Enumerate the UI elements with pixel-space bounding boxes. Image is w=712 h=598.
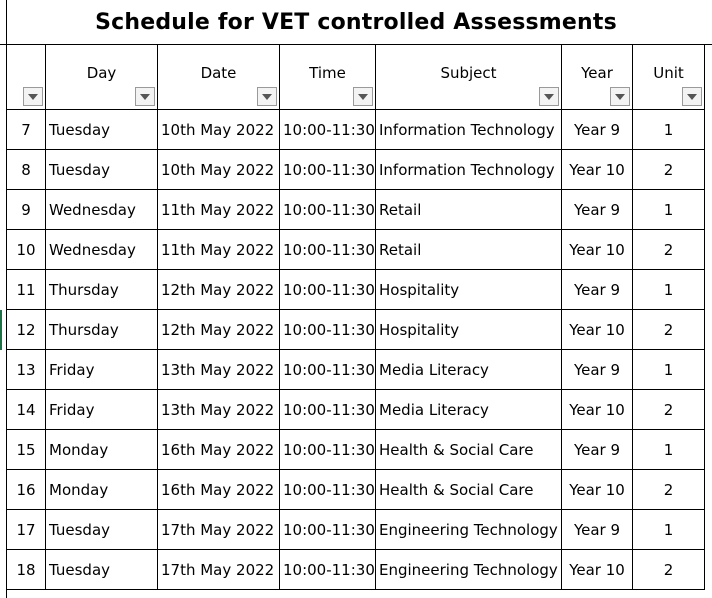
filter-dropdown-time[interactable] [353,87,373,106]
cell-subject[interactable]: Health & Social Care [376,470,562,510]
cell-year[interactable]: Year 9 [562,350,633,390]
cell-date[interactable]: 10th May 2022 [158,150,280,190]
cell-time[interactable]: 10:00-11:30 [280,110,376,150]
table-row [7,310,705,350]
header-subject [376,45,562,110]
header-time [280,45,376,110]
cell-time[interactable]: 10:00-11:30 [280,310,376,350]
header-unit [633,45,705,110]
cell-unit[interactable]: 2 [633,470,705,510]
cell-num[interactable]: 7 [7,110,46,150]
header-day-label: Day [86,64,117,82]
cell-time[interactable]: 10:00-11:30 [280,430,376,470]
filter-dropdown-day[interactable] [135,87,155,106]
chevron-down-icon [687,94,697,100]
cell-num[interactable]: 12 [7,310,46,350]
header-year-label: Year [581,64,613,82]
cell-num[interactable]: 16 [7,470,46,510]
cell-day[interactable]: Thursday [46,270,158,310]
cell-subject[interactable]: Media Literacy [376,390,562,430]
cell-unit[interactable]: 1 [633,190,705,230]
cell-year[interactable]: Year 10 [562,550,633,590]
cell-year[interactable]: Year 9 [562,110,633,150]
cell-unit[interactable]: 1 [633,270,705,310]
cell-subject[interactable]: Information Technology [376,150,562,190]
cell-num[interactable]: 11 [7,270,46,310]
header-year [562,45,633,110]
cell-year[interactable]: Year 10 [562,470,633,510]
cell-day[interactable]: Friday [46,390,158,430]
header-row [7,45,705,110]
table-row [7,430,705,470]
cell-year[interactable]: Year 9 [562,190,633,230]
cell-year[interactable]: Year 9 [562,430,633,470]
cell-year[interactable]: Year 10 [562,150,633,190]
cell-num[interactable]: 13 [7,350,46,390]
header-num [7,45,46,110]
chevron-down-icon [544,94,554,100]
table-row [7,350,705,390]
cell-date[interactable]: 13th May 2022 [158,350,280,390]
table-row [7,110,705,150]
filter-dropdown-subject[interactable] [539,87,559,106]
cell-date[interactable]: 17th May 2022 [158,550,280,590]
cell-unit[interactable]: 2 [633,150,705,190]
cell-day[interactable]: Monday [46,470,158,510]
cell-time[interactable]: 10:00-11:30 [280,350,376,390]
cell-subject[interactable]: Retail [376,190,562,230]
cell-time[interactable]: 10:00-11:30 [280,190,376,230]
cell-subject[interactable]: Engineering Technology [376,550,562,590]
cell-subject[interactable]: Hospitality [376,310,562,350]
cell-subject[interactable]: Hospitality [376,270,562,310]
table-row [7,230,705,270]
table-row [7,470,705,510]
table-row [7,510,705,550]
cell-time[interactable]: 10:00-11:30 [280,270,376,310]
cell-day[interactable]: Thursday [46,310,158,350]
header-subject-label: Subject [440,64,497,82]
cell-date[interactable]: 11th May 2022 [158,190,280,230]
cell-year[interactable]: Year 10 [562,310,633,350]
cell-num[interactable]: 10 [7,230,46,270]
table-row [7,390,705,430]
cell-year[interactable]: Year 10 [562,230,633,270]
cell-day[interactable]: Tuesday [46,150,158,190]
cell-year[interactable]: Year 10 [562,390,633,430]
cell-time[interactable]: 10:00-11:30 [280,510,376,550]
cell-date[interactable]: 16th May 2022 [158,470,280,510]
chevron-down-icon [140,94,150,100]
cell-day[interactable]: Tuesday [46,510,158,550]
cell-unit[interactable]: 1 [633,350,705,390]
cell-num[interactable]: 17 [7,510,46,550]
cell-unit[interactable]: 2 [633,230,705,270]
header-time-label: Time [309,64,346,82]
cell-day[interactable]: Wednesday [46,190,158,230]
cell-day[interactable]: Tuesday [46,110,158,150]
chevron-down-icon [262,94,272,100]
table-row [7,270,705,310]
cell-unit[interactable]: 2 [633,550,705,590]
cell-date[interactable]: 13th May 2022 [158,390,280,430]
cell-subject[interactable]: Engineering Technology [376,510,562,550]
cell-unit[interactable]: 1 [633,430,705,470]
cell-unit[interactable]: 2 [633,390,705,430]
cell-subject[interactable]: Retail [376,230,562,270]
cell-day[interactable]: Wednesday [46,230,158,270]
cell-year[interactable]: Year 9 [562,510,633,550]
cell-num[interactable]: 8 [7,150,46,190]
filter-dropdown-date[interactable] [257,87,277,106]
cell-time[interactable]: 10:00-11:30 [280,390,376,430]
cell-date[interactable]: 12th May 2022 [158,270,280,310]
cell-time[interactable]: 10:00-11:30 [280,550,376,590]
filter-dropdown-num[interactable] [23,87,43,106]
cell-subject[interactable]: Health & Social Care [376,430,562,470]
cell-date[interactable]: 16th May 2022 [158,430,280,470]
cell-date[interactable]: 17th May 2022 [158,510,280,550]
cell-num[interactable]: 15 [7,430,46,470]
cell-subject[interactable]: Information Technology [376,110,562,150]
header-date-label: Date [200,64,237,82]
cell-subject[interactable]: Media Literacy [376,350,562,390]
chevron-down-icon [358,94,368,100]
filter-dropdown-year[interactable] [610,87,630,106]
cell-day[interactable]: Tuesday [46,550,158,590]
cell-num[interactable]: 9 [7,190,46,230]
table-row [7,550,705,590]
schedule-table [6,44,705,590]
cell-unit[interactable]: 1 [633,510,705,550]
filter-dropdown-unit[interactable] [682,87,702,106]
chevron-down-icon [615,94,625,100]
cell-date[interactable]: 12th May 2022 [158,310,280,350]
cell-year[interactable]: Year 9 [562,270,633,310]
cell-num[interactable]: 18 [7,550,46,590]
table-row [7,150,705,190]
cell-time[interactable]: 10:00-11:30 [280,230,376,270]
cell-date[interactable]: 10th May 2022 [158,110,280,150]
cell-day[interactable]: Monday [46,430,158,470]
cell-num[interactable]: 14 [7,390,46,430]
header-day [46,45,158,110]
cell-time[interactable]: 10:00-11:30 [280,470,376,510]
header-date [158,45,280,110]
cell-date[interactable]: 11th May 2022 [158,230,280,270]
header-unit-label: Unit [653,64,684,82]
chevron-down-icon [28,94,38,100]
cell-unit[interactable]: 1 [633,110,705,150]
table-row [7,190,705,230]
row-selection-indicator [0,310,2,350]
sheet-title: Schedule for VET controlled Assessments [0,0,712,45]
cell-day[interactable]: Friday [46,350,158,390]
cell-unit[interactable]: 2 [633,310,705,350]
cell-time[interactable]: 10:00-11:30 [280,150,376,190]
